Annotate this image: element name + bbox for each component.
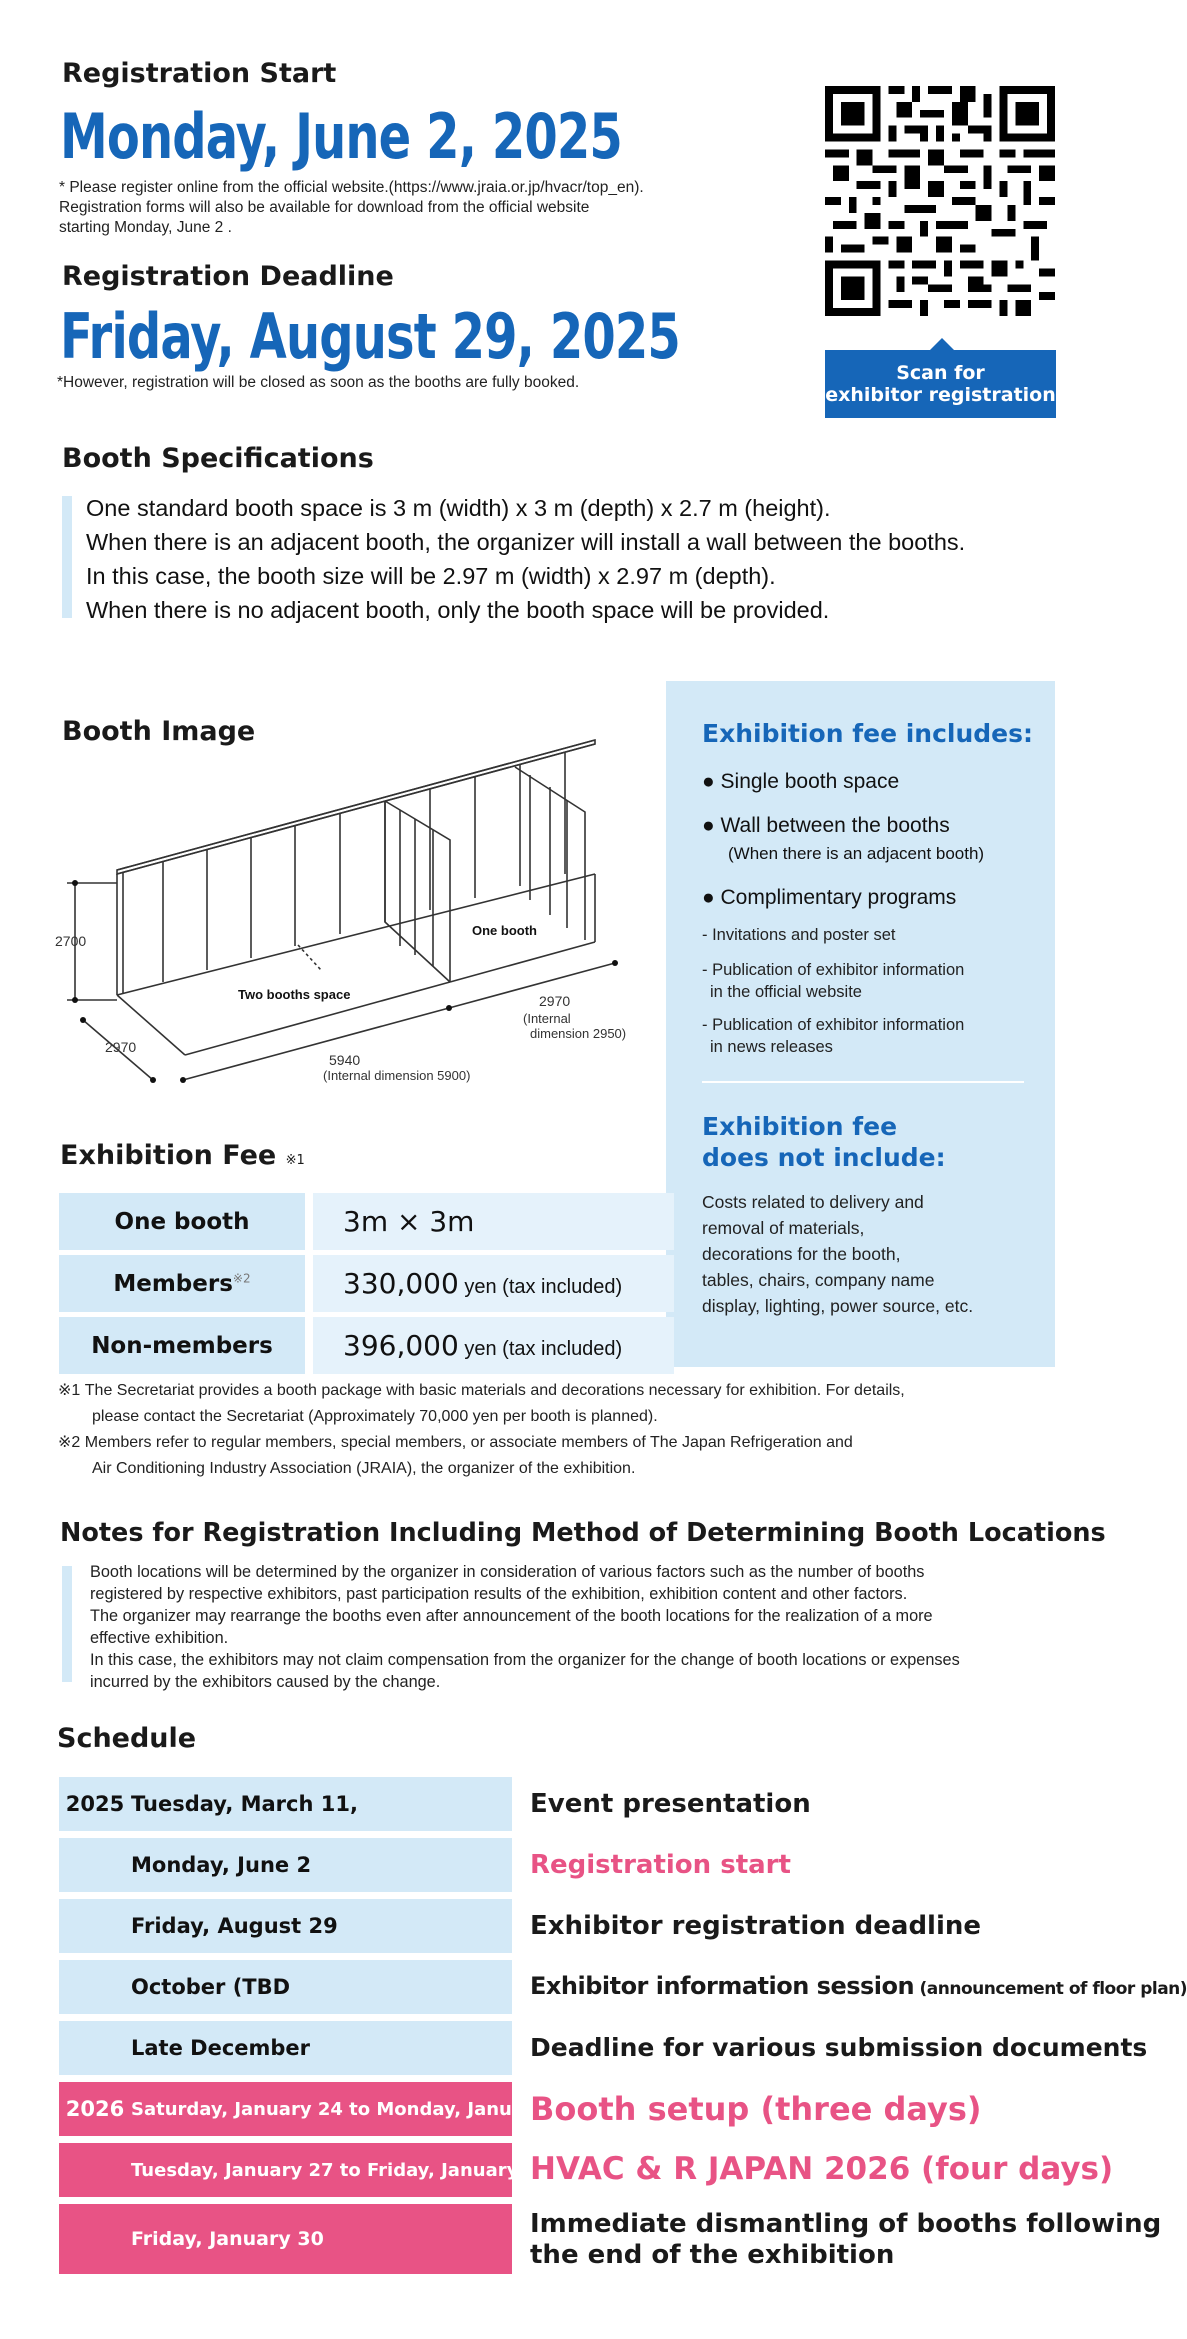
schedule-date: Friday, August 29 xyxy=(131,1914,338,1938)
schedule-event-line: the end of the exhibition xyxy=(530,2240,895,2270)
text-line: tables, chairs, company name xyxy=(702,1270,935,1290)
subitem-line: in the official website xyxy=(710,983,862,1001)
dim-right: 2970 xyxy=(539,993,571,1009)
note-line: starting Monday, June 2 . xyxy=(59,219,232,236)
schedule-date: Saturday, January 24 to Monday, January 26 xyxy=(131,2098,576,2120)
schedule-event-line: Immediate dismantling of booths following xyxy=(530,2209,1162,2239)
text-line: display, lighting, power source, etc. xyxy=(702,1296,974,1316)
schedule-date: Monday, June 2 xyxy=(131,1853,312,1877)
registration-deadline-label: Registration Deadline xyxy=(62,261,394,292)
notes-line: In this case, the exhibitors may not claim compensation from the organizer for the change of booth locations or expenses xyxy=(90,1651,960,1669)
schedule-event: HVAC & R JAPAN 2026 (four days) xyxy=(530,2151,1114,2187)
dim-right-internal: dimension 2950) xyxy=(530,1026,627,1041)
fee-label: One booth xyxy=(59,1193,305,1250)
dim-right-internal: (Internal xyxy=(523,1011,571,1026)
schedule-event-main: Exhibitor information session xyxy=(530,1972,915,2000)
schedule-date-cell xyxy=(59,1777,512,1831)
schedule-date: Friday, January 30 xyxy=(131,2228,324,2250)
schedule-event xyxy=(530,1972,1187,2000)
schedule-date-cell xyxy=(59,2021,512,2075)
fee-includes-subnote: (When there is an adjacent booth) xyxy=(728,844,985,863)
registration-deadline-date: Friday, August 29, 2025 xyxy=(60,300,680,373)
text-line: removal of materials, xyxy=(702,1218,865,1238)
fee-includes-subitem: - Invitations and poster set xyxy=(702,926,896,944)
footnote-line: Air Conditioning Industry Association (JRAIA), the organizer of the exhibition. xyxy=(92,1460,636,1477)
fee-label: Members xyxy=(113,1270,233,1297)
footnote-mark: ※2 xyxy=(58,1434,81,1451)
dim-width: 5940 xyxy=(329,1052,361,1068)
title-line: does not include: xyxy=(702,1143,946,1172)
footnote-text: The Secretariat provides a booth package with basic materials and decorations necessary for exhibition. For details, xyxy=(84,1382,905,1399)
schedule-event: Deadline for various submission documents xyxy=(530,2033,1148,2062)
notes-text xyxy=(90,1561,960,1693)
booth-spec-accent-bar xyxy=(62,496,72,618)
fee-value-cell xyxy=(313,1255,674,1312)
qr-code-graphic xyxy=(825,86,1055,316)
spec-line: One standard booth space is 3 m (width) x 3 m (depth) x 2.7 m (height). xyxy=(86,495,831,521)
note-line: * Please register online from the official website.(https://www.jraia.or.jp/hvacr/top_en). xyxy=(59,179,644,196)
fee-title-mark: ※1 xyxy=(285,1153,305,1168)
schedule-event: Booth setup (three days) xyxy=(530,2090,982,2128)
footnote-mark: ※1 xyxy=(58,1382,81,1399)
schedule-date: Tuesday, January 27 to Friday, January 30 xyxy=(131,2159,550,2181)
fee-row xyxy=(59,1317,674,1374)
schedule-date: Tuesday, March 11, xyxy=(131,1792,358,1816)
fee-value-cell xyxy=(313,1317,674,1374)
fee-label-cell xyxy=(59,1255,305,1312)
fee-title xyxy=(60,1140,305,1171)
schedule-title: Schedule xyxy=(57,1723,197,1754)
footnote-text: Members refer to regular members, special members, or associate members of The Japan Refrigeration and xyxy=(84,1434,853,1451)
text-line: Costs related to delivery and xyxy=(702,1192,924,1212)
dim-depth: 2970 xyxy=(105,1039,137,1055)
notes-line: registered by respective exhibitors, past participation results of the exhibition, exhibition content and other factors. xyxy=(90,1585,908,1603)
notes-title: Notes for Registration Including Method of Determining Booth Locations xyxy=(60,1518,1106,1548)
fee-footnotes xyxy=(58,1378,905,1482)
fee-table xyxy=(59,1188,674,1379)
registration-start-note xyxy=(59,178,644,238)
qr-caption-line: Scan for xyxy=(896,362,985,384)
spec-line: When there is an adjacent booth, the organizer will install a wall between the booths. xyxy=(86,529,966,555)
fee-includes-subitem xyxy=(702,959,964,1003)
fee-unit: yen (tax included) xyxy=(458,1276,623,1298)
schedule-date-cell xyxy=(59,2143,550,2197)
fee-includes-item: ● Complimentary programs xyxy=(702,886,957,909)
fee-value: 330,000 xyxy=(343,1267,459,1300)
notes-line: The organizer may rearrange the booths even after announcement of the booth locations for the realization of a more xyxy=(90,1607,933,1625)
fee-label-mark: ※2 xyxy=(232,1270,251,1285)
subitem-line: - Publication of exhibitor information xyxy=(702,1016,965,1034)
booth-spec-title: Booth Specifications xyxy=(62,443,374,474)
schedule-event: Exhibitor registration deadline xyxy=(530,1911,982,1941)
fee-excludes-title xyxy=(702,1111,946,1173)
fee-value-cell xyxy=(313,1193,674,1250)
registration-start-label: Registration Start xyxy=(62,58,337,89)
schedule-event-note: (announcement of floor plan) xyxy=(914,1979,1187,1999)
text-line: decorations for the booth, xyxy=(702,1244,901,1264)
fee-includes-box xyxy=(666,681,1055,1367)
label-two-booths: Two booths space xyxy=(238,987,351,1002)
fee-includes-item: ● Single booth space xyxy=(702,770,900,793)
dim-width-internal: (Internal dimension 5900) xyxy=(323,1068,471,1083)
divider xyxy=(702,1081,1024,1083)
fee-row xyxy=(59,1255,674,1312)
fee-unit: yen (tax included) xyxy=(458,1338,623,1360)
registration-start-date: Monday, June 2, 2025 xyxy=(60,100,622,173)
footnote-line xyxy=(58,1378,905,1404)
schedule-date-cell xyxy=(59,1899,512,1953)
title-line: Exhibition fee xyxy=(702,1112,898,1141)
notes-line: incurred by the exhibitors caused by the change. xyxy=(90,1673,441,1691)
schedule-date: Late December xyxy=(131,2036,311,2060)
fee-value: 396,000 xyxy=(343,1329,459,1362)
schedule-date-cell xyxy=(59,1960,512,2014)
booth-spec-text xyxy=(86,491,965,627)
qr-caption-pointer xyxy=(930,338,954,350)
schedule-event xyxy=(530,2209,1161,2271)
footnote-line xyxy=(58,1430,905,1456)
registration-deadline-note: *However, registration will be closed as soon as the booths are fully booked. xyxy=(57,374,580,391)
fee-row xyxy=(59,1193,674,1250)
note-line: Registration forms will also be available for download from the official website xyxy=(59,199,590,216)
qr-caption[interactable] xyxy=(825,350,1056,418)
fee-value: 3m × 3m xyxy=(343,1205,475,1238)
subitem-line: in news releases xyxy=(710,1038,833,1056)
schedule-date-cell xyxy=(59,2082,576,2136)
dim-height: 2700 xyxy=(55,933,87,949)
spec-line: In this case, the booth size will be 2.97 m (width) x 2.97 m (depth). xyxy=(86,563,776,589)
notes-line: Booth locations will be determined by the organizer in consideration of various factors such as the number of booths xyxy=(90,1563,925,1581)
schedule-event: Event presentation xyxy=(530,1789,811,1819)
fee-title-text: Exhibition Fee xyxy=(60,1140,277,1171)
schedule-date-cell xyxy=(59,1838,512,1892)
spec-line: When there is no adjacent booth, only the booth space will be provided. xyxy=(86,597,830,623)
notes-line: effective exhibition. xyxy=(90,1629,229,1647)
notes-accent-bar xyxy=(62,1566,72,1682)
schedule-date: October (TBD xyxy=(131,1975,291,1999)
fee-label: Non-members xyxy=(59,1317,305,1374)
booth-diagram xyxy=(55,730,655,1100)
fee-includes-item: ● Wall between the booths xyxy=(702,814,950,837)
label-one-booth: One booth xyxy=(472,923,537,938)
schedule-event: Registration start xyxy=(530,1850,791,1880)
fee-includes-subitem xyxy=(702,1014,964,1058)
schedule-year: 2026 xyxy=(65,2097,125,2121)
qr-code[interactable] xyxy=(825,86,1055,316)
qr-caption-line: exhibitor registration xyxy=(825,384,1056,406)
fee-excludes-text xyxy=(702,1189,973,1319)
schedule-year: 2025 xyxy=(65,1792,125,1816)
subitem-line: - Publication of exhibitor information xyxy=(702,961,965,979)
booth-image-title: Booth Image xyxy=(62,716,256,747)
footnote-line: please contact the Secretariat (Approximately 70,000 yen per booth is planned). xyxy=(92,1408,658,1425)
fee-includes-title: Exhibition fee includes: xyxy=(702,719,1034,748)
schedule-date-cell xyxy=(59,2204,512,2274)
